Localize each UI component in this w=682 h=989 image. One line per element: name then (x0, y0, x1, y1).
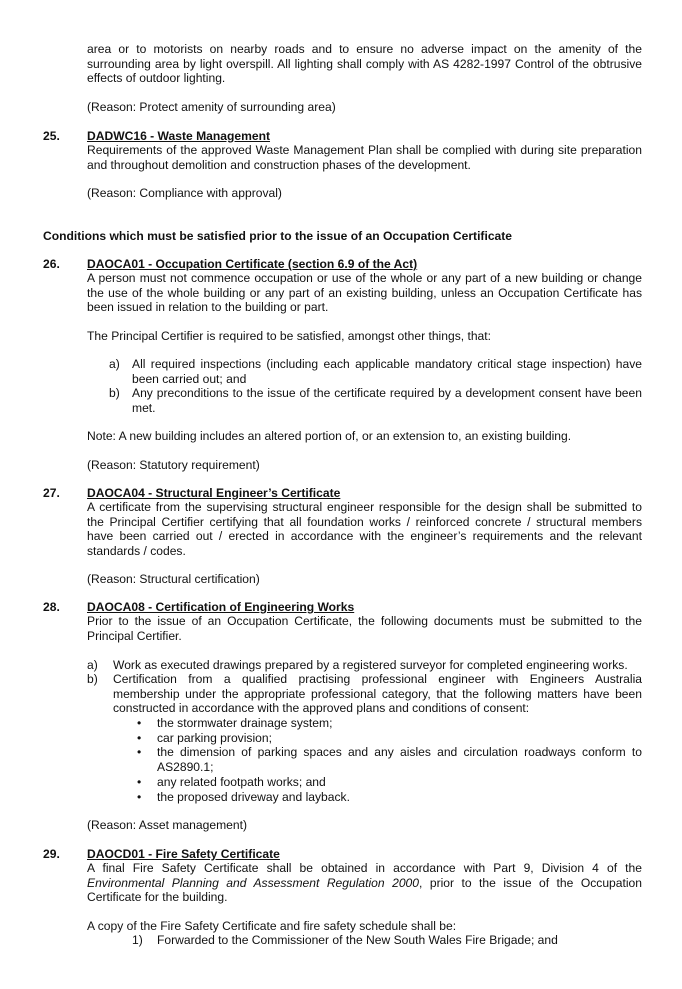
bullet-icon: • (137, 731, 142, 745)
text-line: met. (132, 400, 156, 415)
condition-26-para: The Principal Certifier is required to be satisfied, amongst other things, that: (87, 329, 491, 343)
list-item (113, 672, 642, 716)
text-line: the Principal Certifier certifying that all foundation works / reinforced concrete / structural members (87, 514, 642, 529)
condition-26-reason: (Reason: Statutory requirement) (87, 458, 260, 472)
condition-27-body (87, 500, 642, 558)
condition-28-heading: DAOCA08 - Certification of Engineering Works (87, 600, 355, 614)
condition-25-body (87, 143, 642, 172)
text-fragment: , prior to the issue of the Occupation (419, 875, 643, 890)
text-line: Principal Certifier. (87, 628, 182, 643)
text-line: Work as executed drawings prepared by a registered surveyor for completed engineering works. (113, 658, 628, 672)
bullet-icon: • (137, 716, 142, 730)
section-heading: Conditions which must be satisfied prior to the issue of an Occupation Certificate (43, 229, 513, 243)
condition-25-reason: (Reason: Compliance with approval) (87, 186, 282, 200)
text-line: A certificate from the supervising structural engineer responsible for the design shall be submitted to (87, 500, 642, 514)
condition-25-number: 25. (43, 129, 60, 143)
text-line: effects of outdoor lighting. (87, 71, 226, 85)
bullet-item: the stormwater drainage system; (157, 716, 333, 730)
list-label: 1) (132, 933, 143, 947)
text-line: A person must not commence occupation or use of the whole or any part of a new building or change (87, 271, 642, 285)
condition-26-number: 26. (43, 257, 60, 271)
text-line: been issued in relation to the building or part. (87, 300, 329, 314)
text-line: and throughout demolition and construction phases of the development. (87, 157, 471, 172)
list-label: a) (87, 658, 98, 672)
bullet-item: any related footpath works; and (157, 775, 326, 789)
list-label: a) (109, 357, 120, 371)
bullet-item (157, 745, 642, 774)
bullet-icon: • (137, 790, 142, 804)
list-label: b) (109, 386, 120, 400)
condition-29-body (87, 861, 642, 905)
list-item (113, 658, 642, 673)
text-line: area or to motorists on nearby roads and to ensure no adverse impact on the amenity of the (87, 42, 642, 56)
text-line: have been carried out / erected in accordance with the engineer’s requirements and the relevant (87, 529, 642, 543)
text-line: membership under the appropriate professional category, that the following matters have been (113, 686, 642, 701)
text-line: constructed in accordance with the approved plans and conditions of consent: (113, 701, 530, 715)
text-line-mixed (87, 876, 642, 891)
regulation-title: Environmental Planning and Assessment Regulation 2000 (87, 875, 420, 890)
bullet-item: car parking provision; (157, 731, 272, 745)
condition-29-number: 29. (43, 847, 60, 861)
condition-25-heading: DADWC16 - Waste Management (87, 129, 271, 143)
list-item (132, 386, 642, 415)
text-line: standards / codes. (87, 543, 186, 558)
condition-26-body (87, 271, 642, 315)
list-item: Forwarded to the Commissioner of the New South Wales Fire Brigade; and (157, 933, 558, 947)
text-line: Any preconditions to the issue of the certificate required by a development consent have been (132, 386, 642, 400)
condition-26-heading: DAOCA01 - Occupation Certificate (section 6.9 of the Act) (87, 257, 418, 271)
condition-27-number: 27. (43, 486, 60, 500)
intro-paragraph (87, 42, 642, 86)
text-line: surrounding area by light overspill. All lighting shall comply with AS 4282-1997 Control of the obtrusive (87, 56, 642, 71)
condition-28-number: 28. (43, 600, 60, 614)
text-line: been carried out; and (132, 371, 247, 386)
text-line: Certification from a qualified practising professional engineer with Engineers Australia (113, 672, 642, 686)
list-item (132, 357, 642, 386)
condition-29-para: A copy of the Fire Safety Certificate and fire safety schedule shall be: (87, 919, 457, 933)
text-line: Prior to the issue of an Occupation Certificate, the following documents must be submitted to the (87, 614, 642, 628)
bullet-item: the proposed driveway and layback. (157, 790, 350, 804)
text-line: the use of the whole building or any part of an existing building, unless an Occupation Certificate has (87, 285, 642, 300)
condition-28-reason: (Reason: Asset management) (87, 818, 247, 832)
condition-28-body (87, 614, 642, 643)
bullet-icon: • (137, 775, 142, 789)
condition-29-heading: DAOCD01 - Fire Safety Certificate (87, 847, 280, 861)
text-line: Certificate for the building. (87, 890, 228, 904)
text-line: Requirements of the approved Waste Management Plan shall be complied with during site preparation (87, 143, 642, 157)
condition-27-reason: (Reason: Structural certification) (87, 572, 260, 586)
text-line: AS2890.1; (157, 759, 214, 774)
condition-26-note: Note: A new building includes an altered portion of, or an extension to, an existing building. (87, 429, 572, 443)
text-line: the dimension of parking spaces and any aisles and circulation roadways conform to (157, 745, 642, 759)
condition-27-heading: DAOCA04 - Structural Engineer’s Certificate (87, 486, 341, 500)
intro-reason: (Reason: Protect amenity of surrounding area) (87, 100, 336, 114)
text-line: A final Fire Safety Certificate shall be obtained in accordance with Part 9, Division 4 of the (87, 861, 642, 875)
bullet-icon: • (137, 745, 142, 759)
text-line: All required inspections (including each applicable mandatory critical stage inspection) have (132, 357, 642, 371)
list-label: b) (87, 672, 98, 686)
